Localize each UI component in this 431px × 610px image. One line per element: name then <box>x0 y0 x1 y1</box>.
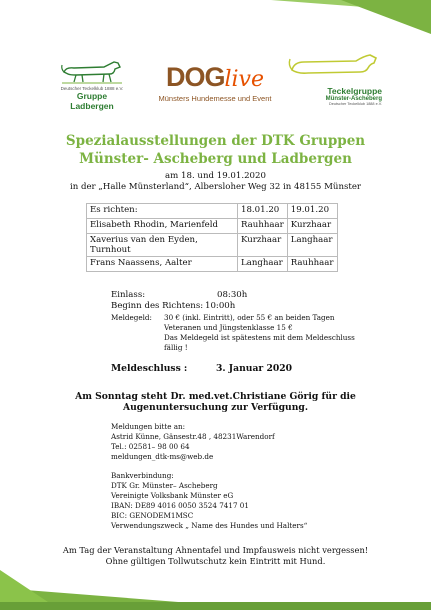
logo-live-word: live <box>224 67 265 92</box>
logo-right-subtitle: Münster-Ascheberg <box>325 96 382 102</box>
fee-line-2: Veteranen und Jüngstenklasse 15 € <box>164 323 293 332</box>
contact-address: Astrid Künne, Gänsestr.48 , 48231Warendorf <box>111 432 275 441</box>
table-row <box>87 219 338 234</box>
table-header-cell: 18.01.20 <box>238 204 288 219</box>
table-cell: Rauhhaar <box>238 219 288 234</box>
logo-teckelgruppe-muenster <box>286 50 382 106</box>
headline-line-2: Münster- Ascheberg und Ladbergen <box>79 151 352 167</box>
table-header-row <box>87 204 338 219</box>
logo-left-title: Gruppe Ladbergen <box>70 91 114 111</box>
table-header-cell: Es richten: <box>87 204 238 219</box>
table-cell: Kurzhaar <box>238 234 288 257</box>
table-row <box>87 257 338 272</box>
bank-iban: IBAN: DE89 4016 0050 3524 7417 01 <box>111 501 249 510</box>
eye-exam-line-2: Augenuntersuchung zur Verfügung. <box>122 402 309 413</box>
headline-line-1: Spezialausstellungen der DTK Gruppen <box>65 133 366 149</box>
logo-right-title: Teckelgruppe <box>327 86 382 96</box>
contact-phone: Tel.: 02581– 98 00 64 <box>111 442 190 451</box>
dachshund-outline-icon <box>286 50 382 90</box>
bank-reference: Verwendungszweck „ Name des Hundes und Halters“ <box>111 521 308 530</box>
table-cell: Langhaar <box>238 257 288 272</box>
corner-decoration-top-right <box>341 0 431 34</box>
deadline-label: Meldeschluss : <box>111 363 188 374</box>
table-row <box>87 234 338 257</box>
event-venue: in der „Halle Münsterland“, Albersloher Weg 32 in 48155 Münster <box>69 182 362 192</box>
judge-name: Xaverius van den Eyden, Turnhout <box>87 234 238 257</box>
judge-name: Frans Naassens, Aalter <box>87 257 238 272</box>
bank-account-holder: DTK Gr. Münster– Ascheberg <box>111 481 218 490</box>
einlass-label: Einlass: <box>111 290 146 300</box>
fee-line-3: Das Meldegeld ist spätestens mit dem Meldeschluss <box>164 333 355 342</box>
footer-note-2: Ohne gültigen Tollwutschutz kein Eintritt mit Hund. <box>105 556 326 566</box>
fee-label: Meldegeld: <box>111 313 152 322</box>
einlass-time: 08:30h <box>217 290 248 300</box>
beginn-label: Beginn des Richtens: <box>111 301 204 311</box>
fee-line-4: fällig ! <box>164 343 188 352</box>
judges-table <box>86 203 338 272</box>
logo-gruppe-ladbergen <box>56 58 128 111</box>
contact-heading: Meldungen bitte an: <box>111 422 186 431</box>
table-cell: Kurzhaar <box>287 219 337 234</box>
bank-name: Vereinigte Volksbank Münster eG <box>111 491 234 500</box>
logo-dog-word: DOG <box>165 62 225 92</box>
dachshund-icon <box>60 58 124 84</box>
fee-line-1: 30 € (inkl. Eintritt), oder 55 € an beiden Tagen <box>164 313 335 322</box>
table-header-cell: 19.01.20 <box>287 204 337 219</box>
table-cell: Langhaar <box>287 234 337 257</box>
beginn-time: 10:00h <box>205 301 236 311</box>
deadline-date: 3. Januar 2020 <box>216 363 293 374</box>
logo-right-caption: Deutscher Teckelklub 1888 e.V. <box>329 102 382 106</box>
contact-email: meldungen_dtk-ms@web.de <box>111 452 214 461</box>
table-cell: Rauhhaar <box>287 257 337 272</box>
event-date: am 18. und 19.01.2020 <box>165 171 266 181</box>
bank-bic: BIC: GENODEM1MSC <box>111 511 194 520</box>
bottom-green-bar <box>0 602 431 610</box>
footer-note-1: Am Tag der Veranstaltung Ahnentafel und Impfausweis nicht vergessen! <box>62 545 369 555</box>
logo-center-tagline: Münsters Hundemesse und Event <box>158 94 272 103</box>
bank-heading: Bankverbindung: <box>111 471 174 480</box>
logo-left-subtitle: Deutscher Teckelklub 1888 e.V. <box>60 86 124 91</box>
judge-name: Elisabeth Rhodin, Marienfeld <box>87 219 238 234</box>
eye-exam-line-1: Am Sonntag steht Dr. med.vet.Christiane Görig für die <box>75 391 356 402</box>
logo-doglive <box>147 62 283 103</box>
